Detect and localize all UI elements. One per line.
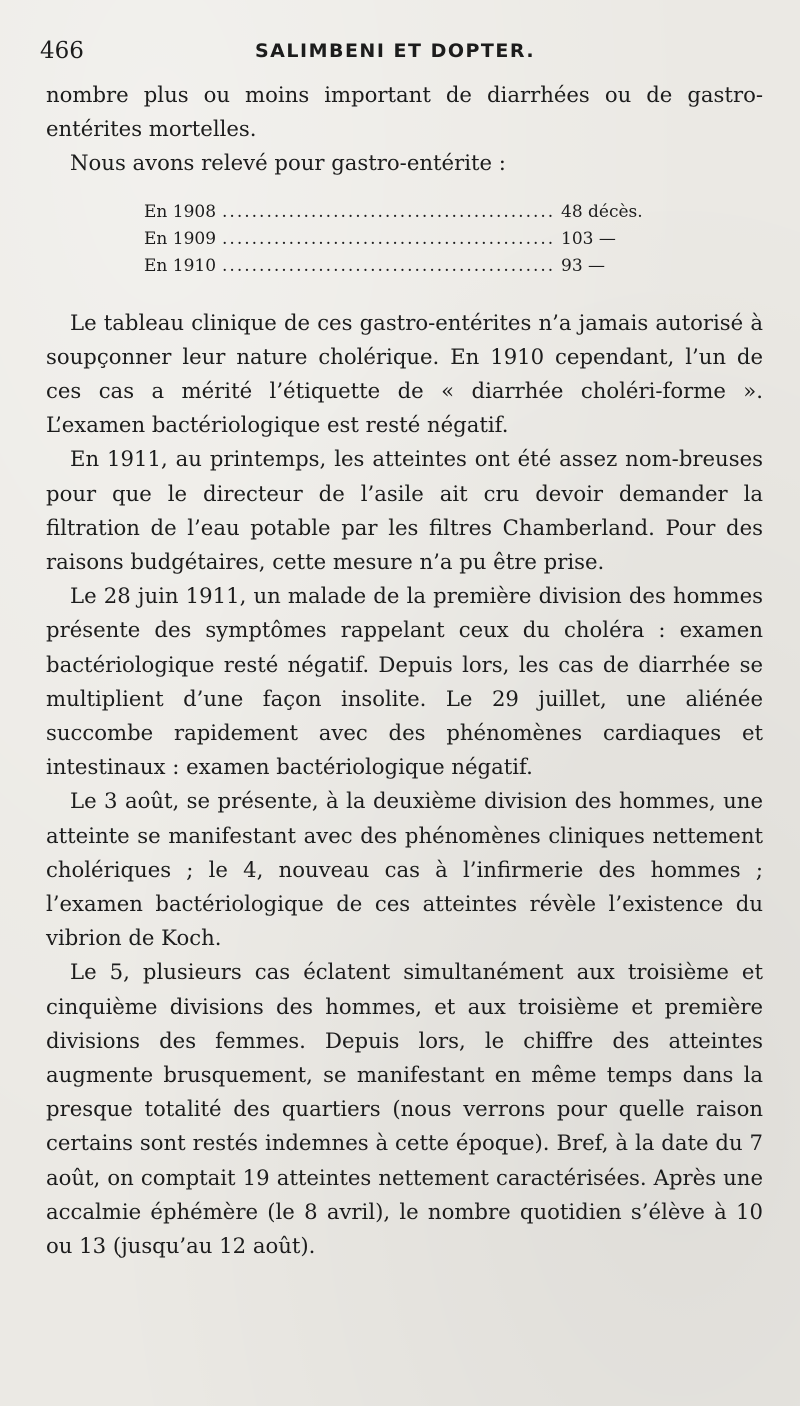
- paragraph-stats-intro: Nous avons relevé pour gastro-entérite :: [70, 150, 506, 176]
- paragraph-intro: nombre plus ou moins important de diarrhées ou de gastro-entérites mortelles.: [46, 82, 763, 142]
- page-number: 466: [40, 38, 84, 64]
- paragraph-august-3: Le 3 août, se présente, à la deuxième division des hommes, une atteinte se manifestant avec des phénomènes cliniques nettement cholériques ; le 4, nouveau cas à l’infirmerie des hommes ; l’examen bactériologique de ces atteintes révèle l’existence du vibrion de Koch.: [46, 788, 763, 951]
- stat-value: 103 —: [561, 228, 616, 249]
- stat-row-1909: [144, 226, 669, 253]
- paragraph-june-1911: Le 28 juin 1911, un malade de la première division des hommes présente des symptômes rappelant ceux du choléra : examen bactériologique resté négatif. Depuis lors, les cas de diarrhée se multiplient d’une façon insolite. Le 29 juillet, une aliénée succombe rapidement avec des phénomènes cardiaques et intestinaux : examen bactériologique négatif.: [46, 583, 763, 780]
- stat-value: 48 décès.: [561, 201, 643, 222]
- stat-row-1908: [144, 199, 669, 226]
- body-text: [46, 78, 763, 1263]
- paragraph-spring-1911: En 1911, au printemps, les atteintes ont été assez nom-breuses pour que le directeur de l’asile ait cru devoir demander la filtration de l’eau potable par les filtres Chamberland. Pour des raisons budgétaires, cette mesure n’a pu être prise.: [46, 446, 763, 575]
- stat-year: En 1908: [144, 201, 217, 222]
- dot-leader: [222, 253, 555, 280]
- stat-value: 93 —: [561, 255, 606, 276]
- running-title: SALIMBENI ET DOPTER.: [255, 40, 536, 62]
- dot-leader: [222, 226, 555, 253]
- stat-year: En 1909: [144, 228, 217, 249]
- gastro-enteritis-stats: [144, 199, 763, 280]
- running-head: [40, 38, 760, 68]
- dot-leader: [222, 199, 555, 226]
- stat-year: En 1910: [144, 255, 217, 276]
- stat-row-1910: [144, 253, 669, 280]
- paragraph-august-5: Le 5, plusieurs cas éclatent simultanément aux troisième et cinquième divisions des hommes, et aux troisième et première divisions des femmes. Depuis lors, le chiffre des atteintes augmente brusquement, se manifestant en même temps dans la presque totalité des quartiers (nous verrons pour quelle raison certains sont restés indemnes à cette époque). Bref, à la date du 7 août, on comptait 19 atteintes nettement caractérisées. Après une accalmie éphémère (le 8 avril), le nombre quotidien s’élève à 10 ou 13 (jusqu’au 12 août).: [46, 959, 763, 1259]
- paragraph-clinical-picture: Le tableau clinique de ces gastro-entérites n’a jamais autorisé à soupçonner leur nature cholérique. En 1910 cependant, l’un de ces cas a mérité l’étiquette de « diarrhée choléri-forme ». L’examen bactériologique est resté négatif.: [46, 309, 763, 438]
